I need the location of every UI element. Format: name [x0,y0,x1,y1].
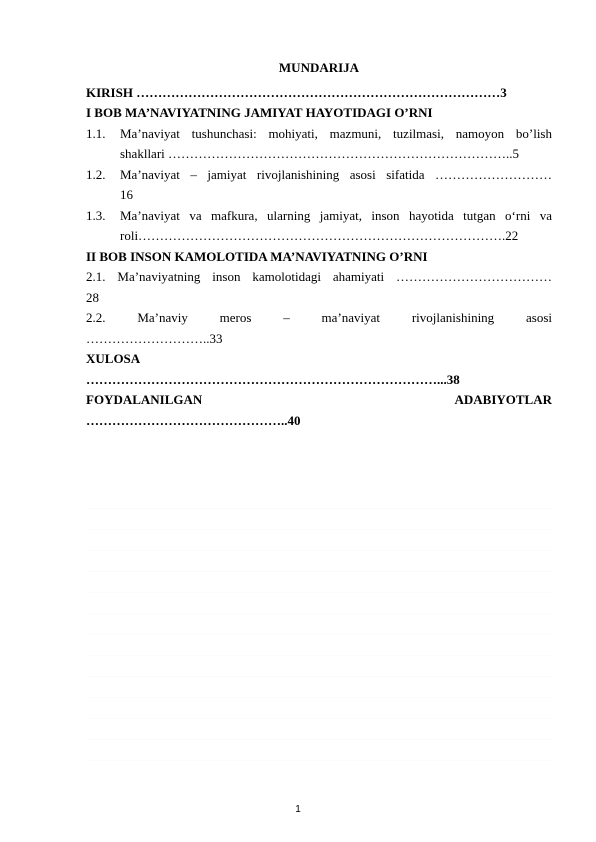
toc-entry-kirish: KIRISH …………………………………………………………………………3 [86,84,507,100]
toc-entry-text-cont: shakllari ……………………………………………………………………..5 [120,146,520,161]
empty-page-area [86,488,552,768]
toc-entry-text: Ma’naviyat – jamiyat rivojlanishining asosi sifatida ……………………… [120,166,552,182]
toc-entry-1-3 [86,206,552,247]
toc-entry-foydalanilgan-page: ………………………………………..40 [86,412,301,428]
toc-entry-text: Ma’naviyat va mafkura, ularning jamiyat, inson hayotida tutgan o‘rni va [120,207,552,223]
toc-entry-text: Ma’naviyat tushunchasi: mohiyati, mazmuni, tuzilmasi, namoyon bo’lish [120,125,552,141]
toc-entry-2-1: 2.1. Ma’naviyatning inson kamolotidagi ahamiyati ……………………………… [86,269,552,284]
toc-entry-page: 16 [120,187,133,202]
toc-entry-foydalanilgan: FOYDALANILGAN ADABIYOTLAR [86,392,552,407]
toc-entry-1-1 [86,124,552,165]
page-number: 1 [295,804,301,815]
toc-entry-number: 1.1. [86,125,106,141]
toc-entry-text-cont: roli………………………………………………………………………….22 [120,228,519,243]
toc-entry-xulosa-page: ………………………………………………………………………...38 [86,371,460,387]
toc-entry-1-2 [86,165,552,206]
toc-chapter-1-heading: I BOB MA’NAVIYATNING JAMIYAT HAYOTIDAGI O’RNI [86,105,433,120]
toc-chapter-2-heading: II BOB INSON KAMOLOTIDA MA’NAVIYATNING O’RNI [86,248,428,264]
toc-entry-2-2-page: ………………………..33 [86,330,223,346]
table-of-contents [86,58,552,431]
page-title: MUNDARIJA [278,60,360,75]
toc-entry-number: 1.3. [86,207,106,223]
toc-entry-number: 1.2. [86,166,106,182]
toc-entry-xulosa: XULOSA [86,351,141,366]
toc-entry-2-1-page: 28 [86,289,99,305]
toc-entry-2-2: 2.2. Ma’naviy meros – ma’naviyat rivojlanishining asosi [86,310,552,325]
